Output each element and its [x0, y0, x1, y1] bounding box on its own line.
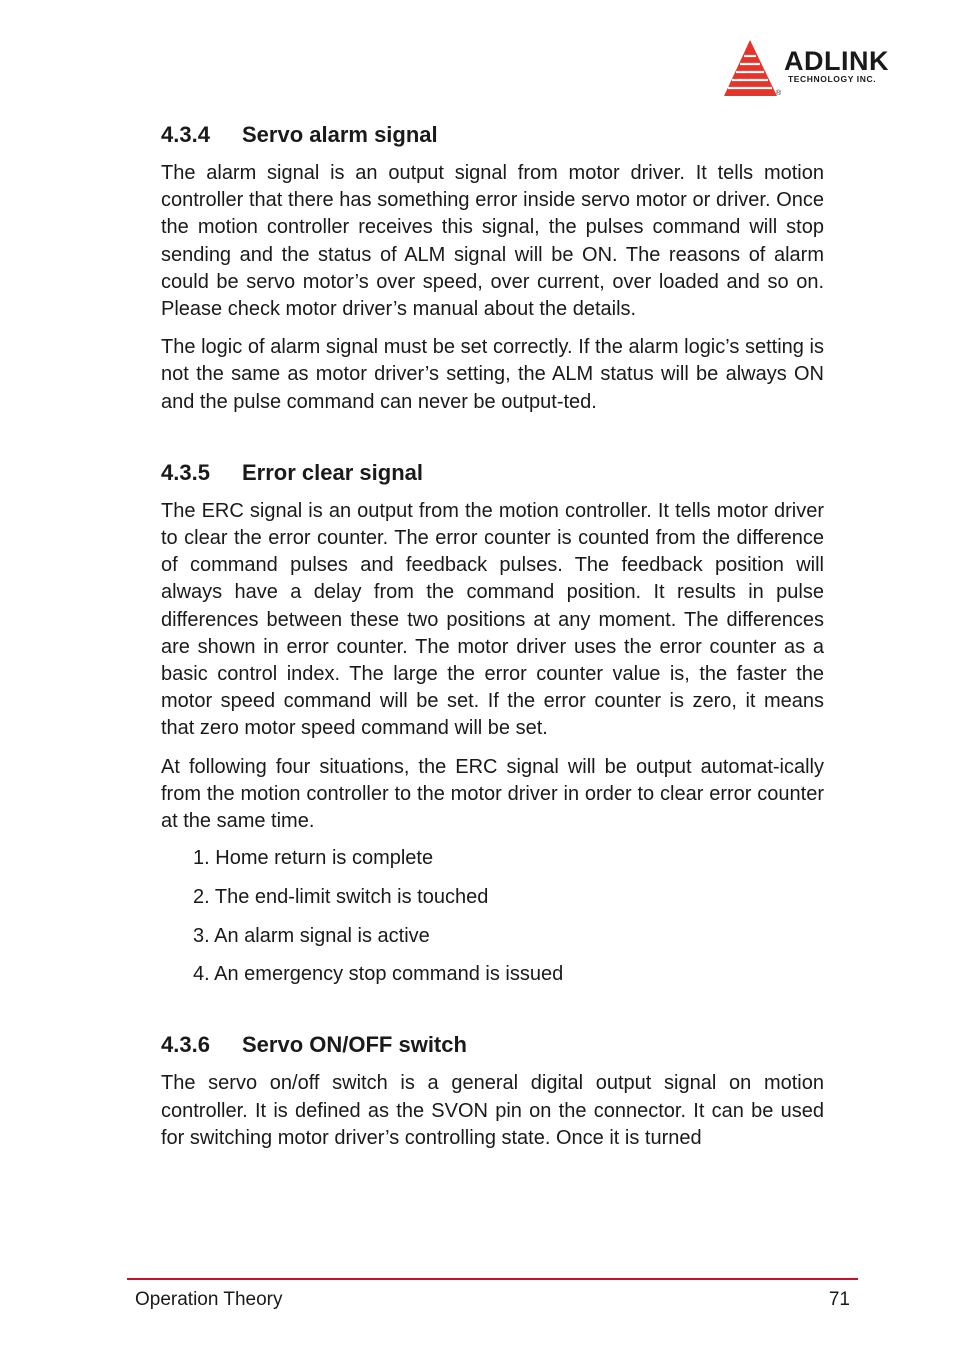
- adlink-logo: [722, 38, 912, 100]
- adlink-triangle-icon: [722, 38, 782, 100]
- logo-registered-mark: ®: [776, 90, 782, 97]
- list-item: [161, 884, 824, 911]
- list-text: The end-limit switch is touched: [214, 885, 489, 908]
- list-number: 2.: [193, 885, 210, 908]
- logo-subtitle: TECHNOLOGY INC.: [788, 74, 877, 84]
- list-text: An emergency stop command is issued: [214, 963, 564, 986]
- paragraph: The ERC signal is an output from the motion controller. It tells motor driver to clear the error counter. The error counter is counted from the difference of command pulses and feedback pulses. The feedback position will always have a delay from the command position. It results in pulse differences between these two positions at any moment. The differences are shown in error counter. The motor driver uses the error counter as a basic control index. The large the error counter value is, the faster the motor speed command will be set. If the error counter is zero, it means that zero motor speed command will be set.: [161, 499, 824, 740]
- section-servo-alarm: [161, 120, 824, 416]
- section-heading: [161, 1030, 824, 1060]
- page-number: 71: [828, 1289, 850, 1310]
- section-number: 4.3.6: [161, 1032, 210, 1058]
- list-item: [161, 845, 824, 872]
- footer-rule: [127, 1278, 858, 1280]
- section-number: 4.3.4: [161, 122, 210, 147]
- page-content: [161, 120, 824, 1152]
- section-title: Servo alarm signal: [242, 122, 438, 147]
- list-number: 3.: [193, 924, 210, 947]
- list-text: Home return is complete: [215, 847, 434, 870]
- list-item: [161, 923, 824, 950]
- section-heading: [161, 458, 824, 488]
- list-item: [161, 961, 824, 988]
- paragraph: The logic of alarm signal must be set correctly. If the alarm logic’s setting is not the same as motor driver’s setting, the ALM status will be always ON and the pulse command can never be output-ted.: [161, 336, 824, 413]
- paragraph: The servo on/off switch is a general digital output signal on motion controller. It is defined as the SVON pin on the connector. It can be used for switching motor driver’s controlling state. Once it is turned: [161, 1072, 824, 1149]
- paragraph: The alarm signal is an output signal from motor driver. It tells motion controller that there has something error inside servo motor or driver. Once the motion controller receives this signal, the pulses command will stop sending and the status of ALM signal will be ON. The reasons of alarm could be servo motor’s over speed, over current, over loaded and so on. Please check motor driver’s manual about the details.: [161, 162, 824, 321]
- logo-wordmark: ADLINK: [784, 46, 889, 76]
- section-number: 4.3.5: [161, 459, 210, 485]
- paragraph: At following four situations, the ERC signal will be output automat-ically from the motion controller to the motor driver in order to clear error counter at the same time.: [161, 755, 824, 833]
- footer-chapter-title: Operation Theory: [135, 1289, 283, 1310]
- erc-situations-list: [161, 845, 824, 988]
- list-number: 4.: [193, 963, 210, 986]
- section-title: Error clear signal: [242, 459, 423, 485]
- section-title: Servo ON/OFF switch: [242, 1032, 467, 1058]
- section-heading: [161, 120, 824, 150]
- list-text: An alarm signal is active: [214, 924, 430, 947]
- list-number: 1.: [193, 847, 210, 870]
- section-servo-on-off: [161, 1030, 824, 1152]
- section-error-clear: [161, 458, 824, 989]
